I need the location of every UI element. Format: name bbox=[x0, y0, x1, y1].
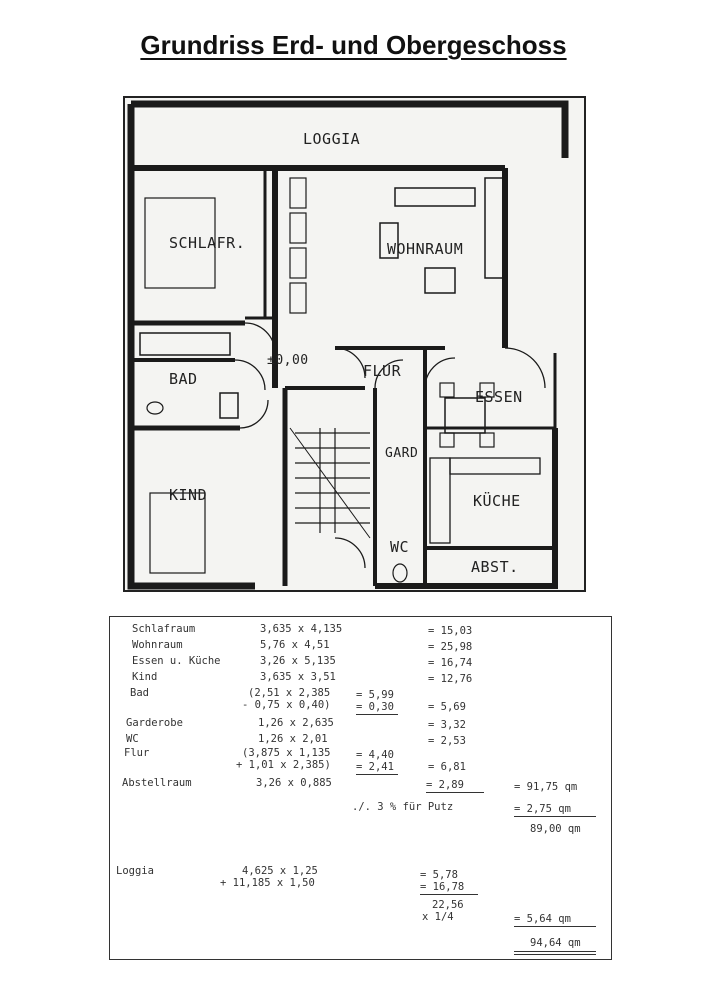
room-label-schlafr: SCHLAFR. bbox=[169, 234, 246, 252]
calc-name: Schlafraum bbox=[132, 623, 196, 635]
calc-loggia-factor: x 1/4 bbox=[422, 911, 454, 923]
calc-area: = 3,32 bbox=[428, 719, 466, 731]
room-label-abst: ABST. bbox=[471, 558, 519, 576]
calc-subarea: = 4,40 bbox=[356, 749, 394, 761]
floor-plan-drawing bbox=[125, 98, 588, 594]
calc-loggia-area: = 16,78 bbox=[420, 881, 465, 893]
calc-subarea: = 5,99 bbox=[356, 689, 394, 701]
calc-name: Garderobe bbox=[126, 717, 183, 729]
calc-dims: 3,26 x 5,135 bbox=[260, 655, 336, 667]
calc-area: = 15,03 bbox=[428, 625, 473, 637]
calc-name: Essen u. Küche bbox=[132, 655, 221, 667]
calc-name: Wohnraum bbox=[132, 639, 183, 651]
calc-area: = 2,53 bbox=[428, 735, 466, 747]
calc-name: Abstellraum bbox=[122, 777, 192, 789]
calc-area: = 5,69 bbox=[428, 701, 466, 713]
calc-area: = 25,98 bbox=[428, 641, 473, 653]
room-label-wohnraum: WOHNRAUM bbox=[387, 240, 464, 258]
room-label-essen: ESSEN bbox=[475, 388, 523, 406]
calc-subtotal: = 91,75 qm bbox=[514, 781, 578, 793]
calc-subarea: = 0,30 bbox=[356, 701, 394, 713]
calc-grand-total: 94,64 qm bbox=[530, 937, 581, 949]
calc-name: Flur bbox=[124, 747, 150, 759]
room-label-wc: WC bbox=[390, 538, 410, 556]
calc-dims: - 0,75 x 0,40) bbox=[242, 699, 331, 711]
floor-plan bbox=[123, 96, 586, 592]
calc-dims: 5,76 x 4,51 bbox=[260, 639, 330, 651]
calc-name: WC bbox=[126, 733, 139, 745]
calc-dims: + 1,01 x 2,385) bbox=[236, 759, 331, 771]
page-title: Grundriss Erd- und Obergeschoss bbox=[140, 30, 567, 60]
calc-net-total: 89,00 qm bbox=[530, 823, 581, 835]
calc-dims: 1,26 x 2,635 bbox=[258, 717, 334, 729]
calc-loggia-sum: 22,56 bbox=[432, 899, 464, 911]
calc-dims: 3,635 x 3,51 bbox=[260, 671, 336, 683]
calc-dims: 3,26 x 0,885 bbox=[256, 777, 332, 789]
calc-putz-value: = 2,75 qm bbox=[514, 803, 571, 815]
room-label-gard: GARD bbox=[385, 446, 419, 461]
calc-name: Kind bbox=[132, 671, 158, 683]
area-calculation bbox=[109, 616, 612, 960]
calc-loggia-result: = 5,64 qm bbox=[514, 913, 571, 925]
calc-area: = 12,76 bbox=[428, 673, 473, 685]
calc-area: = 16,74 bbox=[428, 657, 473, 669]
calc-loggia-area: = 5,78 bbox=[420, 869, 458, 881]
calc-putz-label: ./. 3 % für Putz bbox=[352, 801, 454, 813]
calc-dims: 1,26 x 2,01 bbox=[258, 733, 328, 745]
room-label-bad: BAD bbox=[169, 370, 198, 388]
calc-loggia-dims: + 11,185 x 1,50 bbox=[220, 877, 315, 889]
calc-area: = 2,89 bbox=[426, 779, 464, 791]
room-label-kueche: KÜCHE bbox=[473, 492, 521, 510]
calc-dims: 3,635 x 4,135 bbox=[260, 623, 343, 635]
calc-loggia-dims: 4,625 x 1,25 bbox=[242, 865, 318, 877]
calc-area: = 6,81 bbox=[428, 761, 466, 773]
room-label-kind: KIND bbox=[169, 486, 208, 504]
calc-loggia-name: Loggia bbox=[116, 865, 154, 877]
calc-name: Bad bbox=[130, 687, 149, 699]
level-marker: ±0,00 bbox=[267, 353, 309, 368]
calc-dims: (3,875 x 1,135 bbox=[242, 747, 331, 759]
room-label-flur: FLUR bbox=[363, 362, 402, 380]
calc-dims: (2,51 x 2,385 bbox=[248, 687, 331, 699]
calc-subarea: = 2,41 bbox=[356, 761, 394, 773]
room-label-loggia: LOGGIA bbox=[303, 130, 361, 148]
